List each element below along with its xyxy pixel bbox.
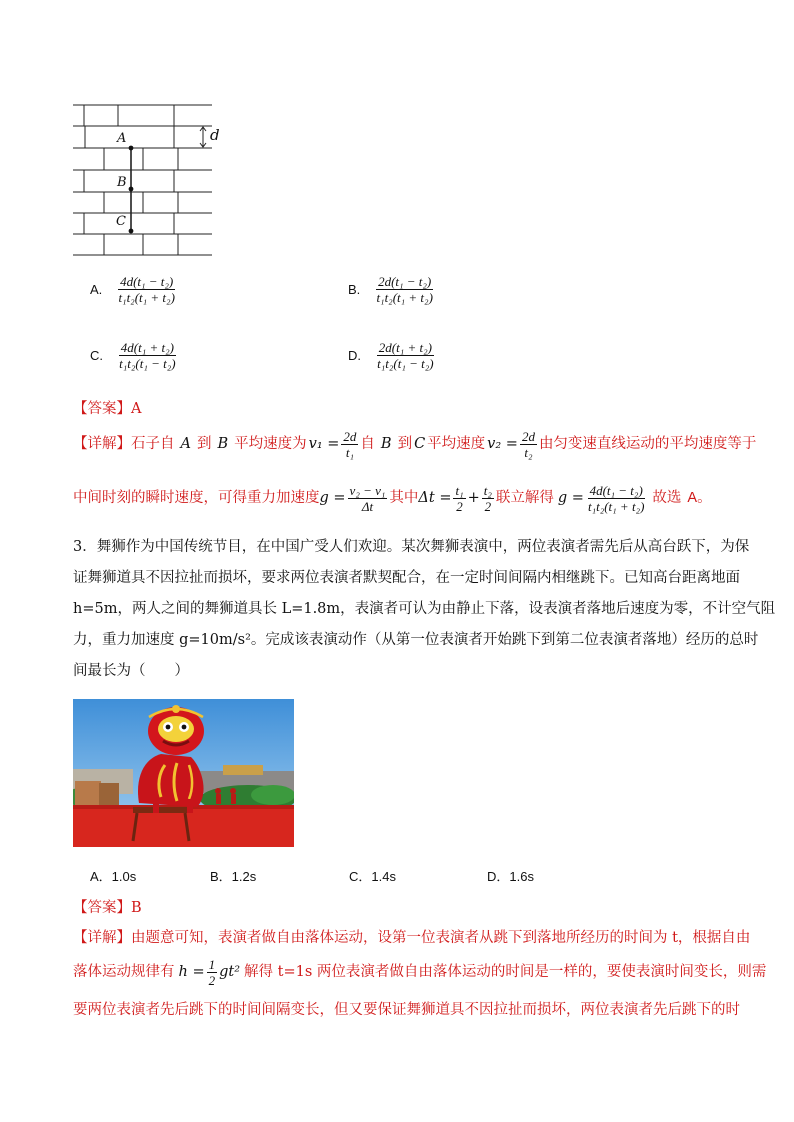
q3-option-b-value: 1.2s <box>231 869 257 884</box>
option-b[interactable] <box>348 274 437 305</box>
detail-q2-line2 <box>73 478 712 518</box>
t2-denominator: 2 <box>484 498 492 514</box>
option-d[interactable] <box>348 340 438 371</box>
option-a-denominator: t₁t₂(t₁ + t₂) <box>118 290 175 305</box>
v1-numerator: 2d <box>343 428 357 444</box>
option-b-label: B. <box>348 282 361 297</box>
lion-dance-illustration <box>73 699 294 847</box>
option-d-label: D. <box>348 348 361 363</box>
detail-q3-line3: 要两位表演者先后跳下的时间间隔变长，但又要保证舞狮道具不因拉扯而损坏，两位表演者先后跳下的时 <box>73 1002 740 1018</box>
g-numerator: v₂ − v₁ <box>349 482 386 498</box>
option-a-fraction <box>116 274 176 305</box>
q3-line-2: 证舞狮道具不因拉扯而损坏，要求两位表演者默契配合，在一定时间间隔内相继跳下。已知高台距离地面 <box>73 570 740 586</box>
option-c-numerator: 4d(t₁ + t₂) <box>120 340 174 355</box>
v1-denominator: t₁ <box>345 444 354 460</box>
point-b-ref-2: B <box>380 436 392 452</box>
t2-numerator: t₂ <box>483 482 492 498</box>
answer-q2: 【答案】A <box>73 401 142 417</box>
detail-q3-line1: 【详解】由题意可知，表演者做自由落体运动，设第一位表演者从跳下到落地所经历的时间为 t，根据自由 <box>73 930 751 946</box>
point-b-ref: B <box>217 436 229 452</box>
t2-half-fraction <box>482 483 494 514</box>
detail-text: 到 <box>397 436 413 452</box>
q3-option-c-value: 1.4s <box>371 869 396 884</box>
v2-numerator: 2d <box>521 428 535 444</box>
option-a-numerator: 4d(t₁ − t₂) <box>120 274 174 289</box>
option-b-fraction <box>374 274 434 305</box>
brick-wall-figure <box>70 100 220 260</box>
plus-sign: + <box>467 490 480 506</box>
v2-symbol: v₂ = <box>487 436 518 452</box>
detail-text: 平均速度为 <box>234 436 307 452</box>
t1-half-fraction <box>453 483 465 514</box>
detail-text: 其中 <box>389 490 419 506</box>
g-denominator: Δt <box>361 498 374 514</box>
q3-option-c[interactable] <box>349 866 396 885</box>
option-d-denominator: t₁t₂(t₁ − t₂) <box>377 356 434 371</box>
point-c-ref: C <box>414 436 426 452</box>
v1-fraction <box>341 429 358 460</box>
q3-option-d-label: D． <box>487 869 510 884</box>
option-d-numerator: 2d(t₁ + t₂) <box>378 340 432 355</box>
half-fraction <box>207 957 218 988</box>
option-c-denominator: t₁t₂(t₁ − t₂) <box>119 356 176 371</box>
q3-option-a[interactable] <box>90 866 136 885</box>
q3-line-3: h=5m，两人之间的舞狮道具长 L=1.8m，表演者可认为由静止下落，设表演者落地后速度为零，不计空气阻 <box>73 601 776 617</box>
dt-symbol: Δt = <box>418 490 452 506</box>
g-fraction <box>348 483 388 514</box>
half-numerator: 1 <box>208 956 216 972</box>
v1-symbol: v₁ = <box>308 436 340 452</box>
g-symbol-2: g = <box>557 490 584 506</box>
t1-denominator: 2 <box>456 498 463 514</box>
option-c[interactable] <box>90 340 180 371</box>
option-c-label: C. <box>90 348 103 363</box>
detail-text: 石子自 <box>131 436 175 452</box>
detail-tag: 【详解】 <box>73 436 131 452</box>
detail-text: 由匀变速直线运动的平均速度等于 <box>538 436 757 452</box>
v2-fraction <box>520 429 537 460</box>
detail-text: 到 <box>196 436 212 452</box>
q3-option-a-label: A． <box>90 869 112 884</box>
q3-line-5: 间最长为（ ） <box>73 663 189 679</box>
detail-text: 中间时刻的瞬时速度，可得重力加速度 <box>73 490 320 506</box>
detail-text: A。 <box>687 490 712 506</box>
brick-wall-diagram <box>70 100 220 260</box>
option-b-numerator: 2d(t₁ − t₂) <box>378 274 432 289</box>
distance-d-label: d <box>210 126 220 144</box>
q3-option-b[interactable] <box>210 866 256 885</box>
option-b-denominator: t₁t₂(t₁ + t₂) <box>376 290 433 305</box>
result-numerator: 4d(t₁ − t₂) <box>589 482 643 498</box>
half-denominator: 2 <box>208 972 216 988</box>
detail-text: 自 <box>360 436 375 452</box>
h-symbol: h = <box>178 964 205 980</box>
q3-option-c-label: C． <box>349 869 372 884</box>
detail-q3-line2 <box>73 954 766 990</box>
result-denominator: t₁t₂(t₁ + t₂) <box>587 498 645 514</box>
point-a-label: A <box>117 131 127 146</box>
detail-text: 故选 <box>652 490 682 506</box>
q3-option-a-value: 1.0s <box>111 869 137 884</box>
detail-q2-line1 <box>73 424 756 464</box>
v2-denominator: t₂ <box>524 444 533 460</box>
q3-line-1: 3．舞狮作为中国传统节目，在中国广受人们欢迎。某次舞狮表演中，两位表演者需先后从高台跃下，为保 <box>73 539 750 555</box>
point-b-label: B <box>117 175 127 190</box>
detail-text: 联立解得 <box>495 490 554 506</box>
result-fraction <box>586 483 646 514</box>
detail-text: 平均速度 <box>427 436 486 452</box>
detail-text: 解得 t=1s 两位表演者做自由落体运动的时间是一样的，要使表演时间变长，则需 <box>244 964 767 980</box>
q3-option-d[interactable] <box>487 866 534 885</box>
point-c-label: C <box>116 214 126 229</box>
option-a[interactable] <box>90 274 179 305</box>
t1-numerator: t₁ <box>455 482 464 498</box>
option-c-fraction <box>117 340 177 371</box>
lion-dance-photo <box>73 699 294 847</box>
option-d-fraction <box>375 340 435 371</box>
point-a-ref: A <box>180 436 191 452</box>
option-a-label: A. <box>90 282 103 297</box>
g-symbol: g = <box>319 490 346 506</box>
answer-q3: 【答案】B <box>73 900 142 916</box>
q3-line-4: 力，重力加速度 g=10m/s²。完成该表演动作（从第一位表演者开始跳下到第二位表演者落地）经历的总时 <box>73 632 759 648</box>
detail-text: 落体运动规律有 <box>73 964 175 980</box>
gt2-term: gt² <box>219 964 241 980</box>
q3-option-b-label: B． <box>210 869 232 884</box>
q3-option-d-value: 1.6s <box>509 869 534 884</box>
